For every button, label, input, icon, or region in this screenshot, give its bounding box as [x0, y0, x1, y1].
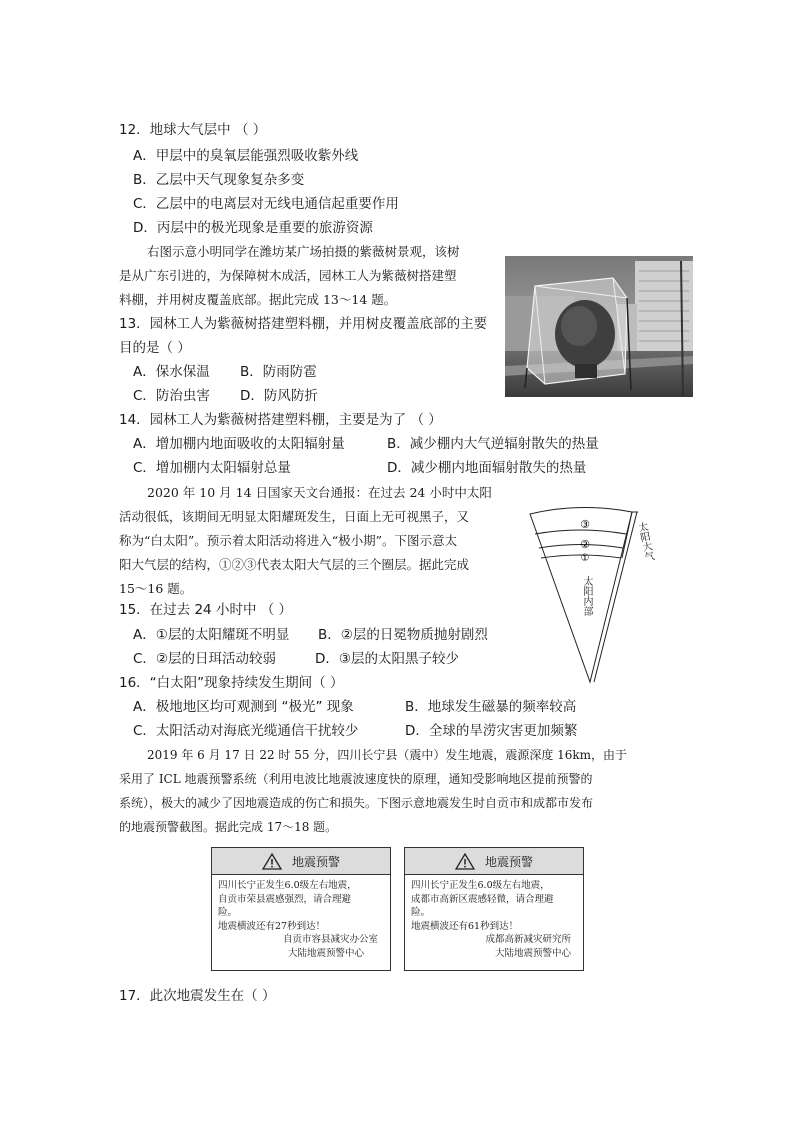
intro13-line-1: 右图示意小明同学在潍坊某广场拍摄的紫薇树景观，该树	[147, 244, 460, 259]
warning-line: 自贡市荣县震感强烈，请合理避	[218, 893, 352, 905]
intro13-line-2: 是从广东引进的，为保障树木成活，园林工人为紫薇树搭建塑	[119, 268, 457, 283]
earthquake-warning-zigong	[211, 847, 391, 971]
intro13-line-3: 料棚，并用树皮覆盖底部。据此完成 13～14 题。	[119, 292, 397, 307]
warning-line: 险。	[218, 907, 238, 918]
warning-title: 地震预警	[484, 854, 533, 869]
warning-source: 自贡市容县减灾办公室	[282, 934, 378, 945]
sun-interior-label: 太阳内部	[581, 576, 592, 616]
q14-stem: 14．园林工人为紫薇树搭建塑料棚，主要是为了 （ ）	[119, 412, 442, 428]
intro15-line-3: 称为“白太阳”。预示着太阳活动将进入“极小期”。下图示意太	[119, 533, 458, 548]
warning-line: 四川长宁正发生6.0级左右地震，	[411, 880, 550, 891]
q12-stem: 12．地球大气层中 （ ）	[119, 122, 267, 138]
q13-option-a: A．保水保温	[133, 364, 210, 380]
q15-option-c: C．②层的日珥活动较弱	[133, 651, 277, 667]
q13-stem-line-1: 13．园林工人为紫薇树搭建塑料棚，并用树皮覆盖底部的主要	[119, 316, 488, 332]
layer-1-label: ①	[580, 553, 590, 564]
q12-option-c: C．乙层中的电离层对无线电通信起重要作用	[133, 196, 399, 212]
intro15-line-5: 15～16 题。	[119, 581, 193, 596]
warning-line: 险。	[411, 907, 431, 918]
warning-title: 地震预警	[291, 854, 340, 869]
q15-option-b: B．②层的日冕物质抛射剧烈	[318, 627, 488, 643]
q16-option-d: D．全球的旱涝灾害更加频繁	[405, 723, 578, 739]
warning-header	[212, 848, 390, 875]
intro15-line-1: 2020 年 10 月 14 日国家天文台通报：在过去 24 小时中太阳	[147, 485, 492, 500]
q13-option-c: C．防治虫害	[133, 388, 210, 404]
q14-option-d: D．减少棚内地面辐射散失的热量	[387, 460, 587, 476]
warning-line: 成都市高新区震感轻微，请合理避	[411, 893, 554, 905]
q13-stem-line-2: 目的是（ ）	[119, 340, 191, 356]
intro17-line-4: 的地震预警截图。据此完成 17～18 题。	[119, 820, 338, 834]
q13-option-b: B．防雨防雹	[240, 364, 317, 380]
q16-option-b: B．地球发生磁暴的频率较高	[405, 699, 577, 715]
q16-option-a: A．极地地区均可观测到 “极光” 现象	[133, 699, 354, 715]
q12-option-b: B．乙层中天气现象复杂多变	[133, 172, 305, 188]
warning-header	[405, 848, 583, 875]
q17-stem: 17．此次地震发生在（ ）	[119, 988, 276, 1004]
q12-option-d: D．丙层中的极光现象是重要的旅游资源	[133, 220, 373, 236]
intro15-line-2: 活动很低，该期间无明显太阳耀斑发生，日面上无可视黑子，又	[119, 509, 470, 524]
q15-option-d: D．③层的太阳黑子较少	[315, 651, 459, 667]
warning-source: 成都高新减灾研究所	[485, 934, 571, 945]
q13-option-d: D．防风防折	[240, 388, 318, 404]
warning-line: 地震横波还有27秒到达！	[218, 920, 326, 932]
q14-option-b: B．减少棚内大气逆辐射散失的热量	[387, 436, 599, 452]
intro17-line-1: 2019 年 6 月 17 日 22 时 55 分，四川长宁县（震中）发生地震，震源深度 16km，由于	[147, 748, 628, 762]
warning-line: 四川长宁正发生6.0级左右地震，	[218, 880, 357, 891]
intro15-line-4: 阳大气层的结构，①②③代表太阳大气层的三个圈层。据此完成	[119, 557, 470, 572]
warning-center: 大陆地震预警中心	[287, 947, 364, 959]
sun-atmosphere-label: 太阳大气	[634, 521, 655, 563]
crape-myrtle-photo	[505, 256, 693, 397]
q14-option-c: C．增加棚内太阳辐射总量	[133, 460, 291, 476]
intro17-line-3: 系统），极大的减少了因地震造成的伤亡和损失。下图示意地震发生时自贡市和成都市发布	[119, 796, 594, 810]
q15-stem: 15．在过去 24 小时中 （ ）	[119, 602, 293, 618]
intro17-line-2: 采用了 ICL 地震预警系统（利用电波比地震波速度快的原理，通知受影响地区提前预警的	[119, 772, 593, 786]
q16-option-c: C．太阳活动对海底光缆通信干扰较少	[133, 723, 359, 739]
q15-option-a: A．①层的太阳耀斑不明显	[133, 627, 290, 643]
layer-2-label: ②	[580, 538, 590, 551]
warning-line: 地震横波还有61秒到达！	[411, 920, 519, 932]
q16-stem: 16．“白太阳”现象持续发生期间（ ）	[119, 675, 344, 691]
warning-center: 大陆地震预警中心	[494, 947, 571, 959]
warning-icon	[262, 853, 282, 870]
earthquake-warning-chengdu	[404, 847, 584, 971]
layer-3-label: ③	[580, 518, 590, 531]
q12-option-a: A．甲层中的臭氧层能强烈吸收紫外线	[133, 148, 359, 164]
q14-option-a: A．增加棚内地面吸收的太阳辐射量	[133, 436, 345, 452]
warning-icon	[455, 853, 475, 870]
